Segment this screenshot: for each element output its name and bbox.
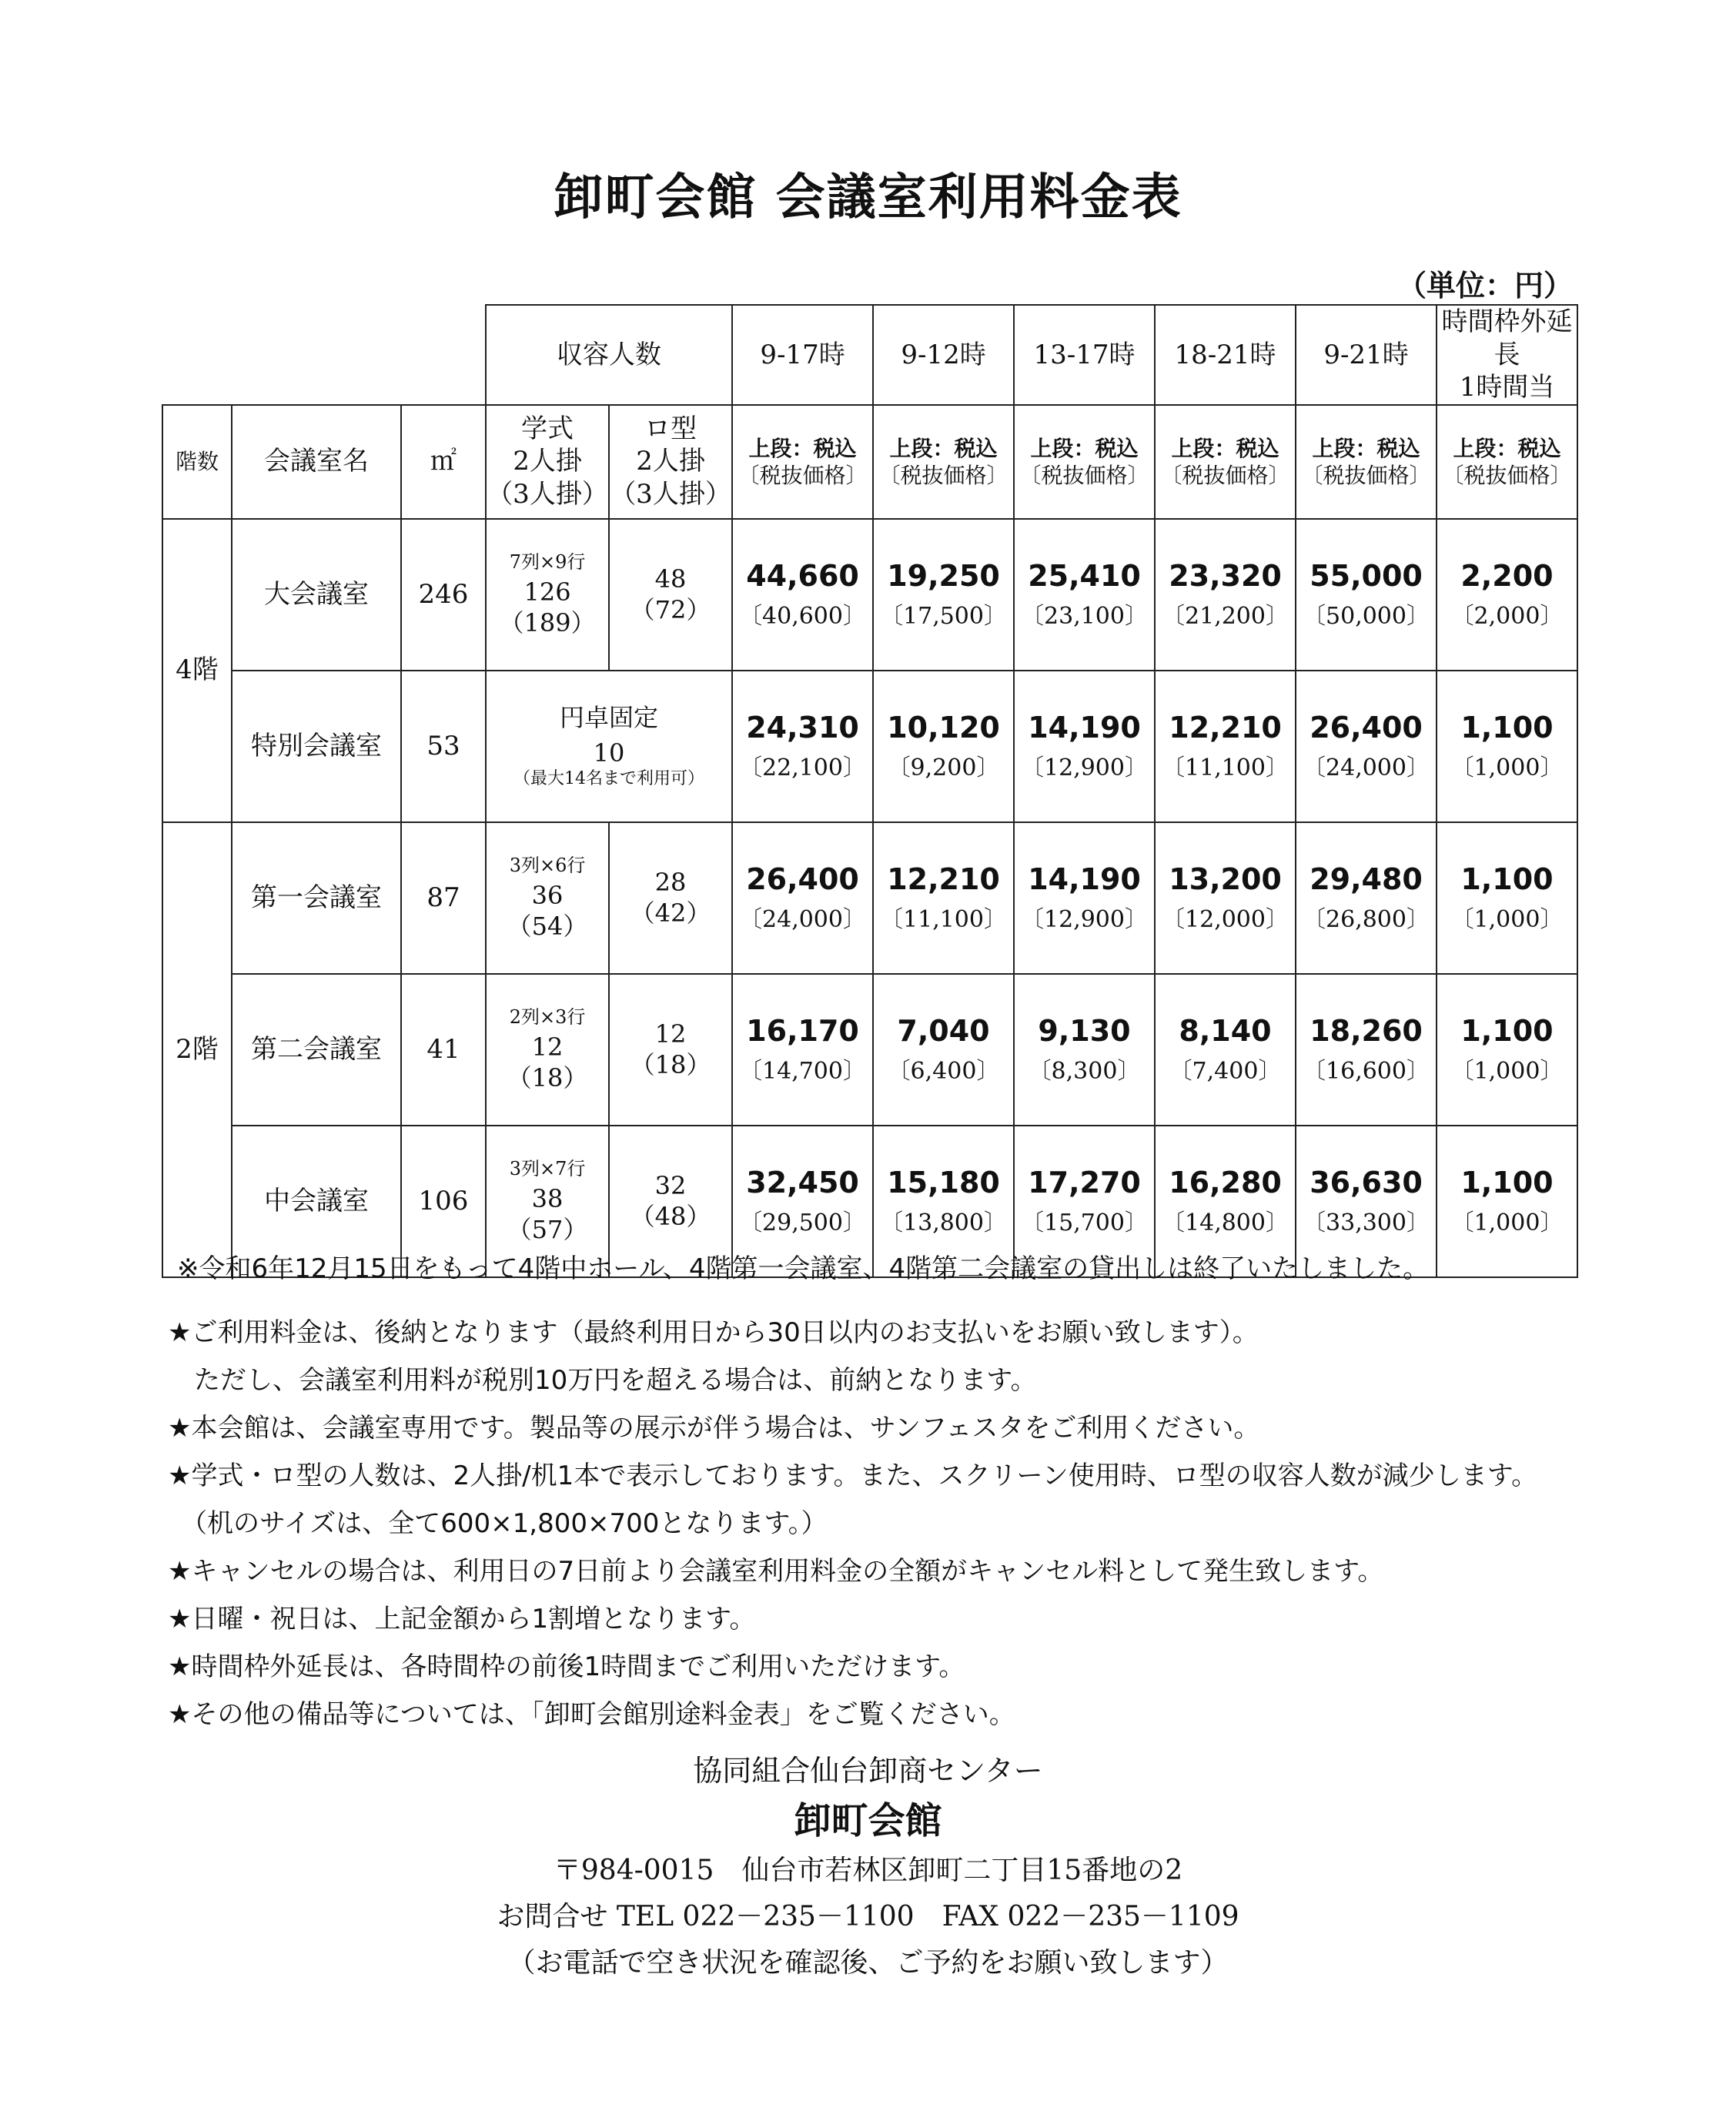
note-item: ★日曜・祝日は、上記金額から1割増となります。: [168, 1604, 756, 1634]
closure-notice: ※令和6年12月15日をもって4階中ホール、4階第一会議室、4階第二会議室の貸出しは終了いたしました。: [177, 1253, 1430, 1284]
room-area: 41: [401, 974, 486, 1126]
header-price-label: 上段：税込 〔税抜価格〕: [1296, 405, 1437, 519]
round-table-capacity: 円卓固定 10 （最大14名まで利用可）: [486, 671, 732, 822]
price-cell: 18,260 〔16,600〕: [1296, 974, 1437, 1126]
room-name: 大会議室: [232, 519, 401, 671]
note-item: ただし、会議室利用料が税別10万円を超える場合は、前納となります。: [168, 1365, 1037, 1396]
price-cell: 16,170 〔14,700〕: [732, 974, 873, 1126]
header-slot: 18-21時: [1155, 305, 1296, 405]
footer-note: （お電話で空き状況を確認後、ご予約をお願い致します）: [507, 1947, 1229, 1979]
note-item: ★時間枠外延長は、各時間枠の前後1時間までご利用いただけます。: [168, 1651, 965, 1682]
footer-address: 〒984-0015 仙台市若林区卸町二丁目15番地の2: [553, 1855, 1183, 1886]
price-cell: 55,000 〔50,000〕: [1296, 519, 1437, 671]
price-cell: 1,100 〔1,000〕: [1437, 1126, 1577, 1277]
price-cell: 24,310 〔22,100〕: [732, 671, 873, 822]
blank-corner: [162, 305, 486, 405]
school-capacity: 7列×9行 126 （189）: [486, 519, 609, 671]
price-cell: 26,400 〔24,000〕: [732, 822, 873, 974]
header-slot: 9-12時: [873, 305, 1014, 405]
price-cell: 17,270 〔15,700〕: [1014, 1126, 1155, 1277]
room-name: 特別会議室: [232, 671, 401, 822]
header-slot: 9-17時: [732, 305, 873, 405]
price-cell: 12,210 〔11,100〕: [873, 822, 1014, 974]
note-item: ★ご利用料金は、後納となります（最終利用日から30日以内のお支払いをお願い致します）。: [168, 1317, 1259, 1348]
header-row-2: [162, 405, 1577, 519]
u-capacity: 48 （72）: [609, 519, 732, 671]
fee-table: [162, 304, 1578, 1278]
note-item: ★その他の備品等については、「卸町会館別途料金表」をご覧ください。: [168, 1699, 1015, 1730]
school-capacity: 3列×6行 36 （54）: [486, 822, 609, 974]
price-cell: 2,200 〔2,000〕: [1437, 519, 1577, 671]
footer-hall-name: 卸町会館: [794, 1799, 942, 1842]
room-area: 106: [401, 1126, 486, 1277]
price-cell: 9,130 〔8,300〕: [1014, 974, 1155, 1126]
floor-cell-4f: 4階: [162, 519, 232, 822]
price-cell: 32,450 〔29,500〕: [732, 1126, 873, 1277]
header-extension: 時間枠外延長 1時間当: [1437, 305, 1577, 405]
room-name: 第二会議室: [232, 974, 401, 1126]
price-cell: 10,120 〔9,200〕: [873, 671, 1014, 822]
header-slot: 9-21時: [1296, 305, 1437, 405]
room-area: 53: [401, 671, 486, 822]
table-row: [162, 974, 1577, 1126]
price-cell: 14,190 〔12,900〕: [1014, 822, 1155, 974]
room-area: 246: [401, 519, 486, 671]
header-area: ㎡: [401, 405, 486, 519]
price-cell: 1,100 〔1,000〕: [1437, 822, 1577, 974]
price-cell: 36,630 〔33,300〕: [1296, 1126, 1437, 1277]
school-capacity: 2列×3行 12 （18）: [486, 974, 609, 1126]
floor-cell-2f: 2階: [162, 822, 232, 1277]
note-item: （机のサイズは、全て600×1,800×700となります。）: [168, 1508, 828, 1539]
price-cell: 44,660 〔40,600〕: [732, 519, 873, 671]
header-row-1: [162, 305, 1577, 405]
notes-list: [168, 1309, 1584, 1738]
school-capacity: 3列×7行 38 （57）: [486, 1126, 609, 1277]
footer-contact: お問合せ TEL 022－235－1100 FAX 022－235－1109: [497, 1901, 1239, 1932]
footer-org: 協同組合仙台卸商センター: [693, 1754, 1043, 1788]
price-cell: 7,040 〔6,400〕: [873, 974, 1014, 1126]
price-cell: 1,100 〔1,000〕: [1437, 671, 1577, 822]
header-price-label: 上段：税込 〔税抜価格〕: [1155, 405, 1296, 519]
table-row: [162, 822, 1577, 974]
note-item: ★キャンセルの場合は、利用日の7日前より会議室利用料金の全額がキャンセル料として発生致します。: [168, 1556, 1384, 1587]
header-school-style: 学式 2人掛 （3人掛）: [486, 405, 609, 519]
header-room-name: 会議室名: [232, 405, 401, 519]
footer: [0, 1748, 1736, 1986]
price-cell: 8,140 〔7,400〕: [1155, 974, 1296, 1126]
price-cell: 14,190 〔12,900〕: [1014, 671, 1155, 822]
price-cell: 16,280 〔14,800〕: [1155, 1126, 1296, 1277]
note-item: ★本会館は、会議室専用です。製品等の展示が伴う場合は、サンフェスタをご利用ください。: [168, 1413, 1260, 1444]
header-price-label: 上段：税込 〔税抜価格〕: [873, 405, 1014, 519]
header-u-style: ロ型 2人掛 （3人掛）: [609, 405, 732, 519]
price-cell: 15,180 〔13,800〕: [873, 1126, 1014, 1277]
u-capacity: 28 （42）: [609, 822, 732, 974]
table-row: [162, 519, 1577, 671]
u-capacity: 12 （18）: [609, 974, 732, 1126]
u-capacity: 32 （48）: [609, 1126, 732, 1277]
price-cell: 29,480 〔26,800〕: [1296, 822, 1437, 974]
price-cell: 12,210 〔11,100〕: [1155, 671, 1296, 822]
price-cell: 25,410 〔23,100〕: [1014, 519, 1155, 671]
header-slot: 13-17時: [1014, 305, 1155, 405]
table-row: [162, 671, 1577, 822]
price-cell: 1,100 〔1,000〕: [1437, 974, 1577, 1126]
price-cell: 13,200 〔12,000〕: [1155, 822, 1296, 974]
header-floor: 階数: [162, 405, 232, 519]
page-title: 卸町会館 会議室利用料金表: [554, 169, 1182, 226]
header-capacity: 収容人数: [486, 305, 732, 405]
header-price-label: 上段：税込 〔税抜価格〕: [732, 405, 873, 519]
room-name: 中会議室: [232, 1126, 401, 1277]
room-area: 87: [401, 822, 486, 974]
price-cell: 23,320 〔21,200〕: [1155, 519, 1296, 671]
header-price-label: 上段：税込 〔税抜価格〕: [1437, 405, 1577, 519]
price-cell: 26,400 〔24,000〕: [1296, 671, 1437, 822]
room-name: 第一会議室: [232, 822, 401, 974]
note-item: ★学式・ロ型の人数は、2人掛/机1本で表示しております。また、スクリーン使用時、ロ型の収容人数が減少します。: [168, 1460, 1538, 1491]
price-cell: 19,250 〔17,500〕: [873, 519, 1014, 671]
header-price-label: 上段：税込 〔税抜価格〕: [1014, 405, 1155, 519]
unit-label: （単位：円）: [1396, 269, 1573, 303]
